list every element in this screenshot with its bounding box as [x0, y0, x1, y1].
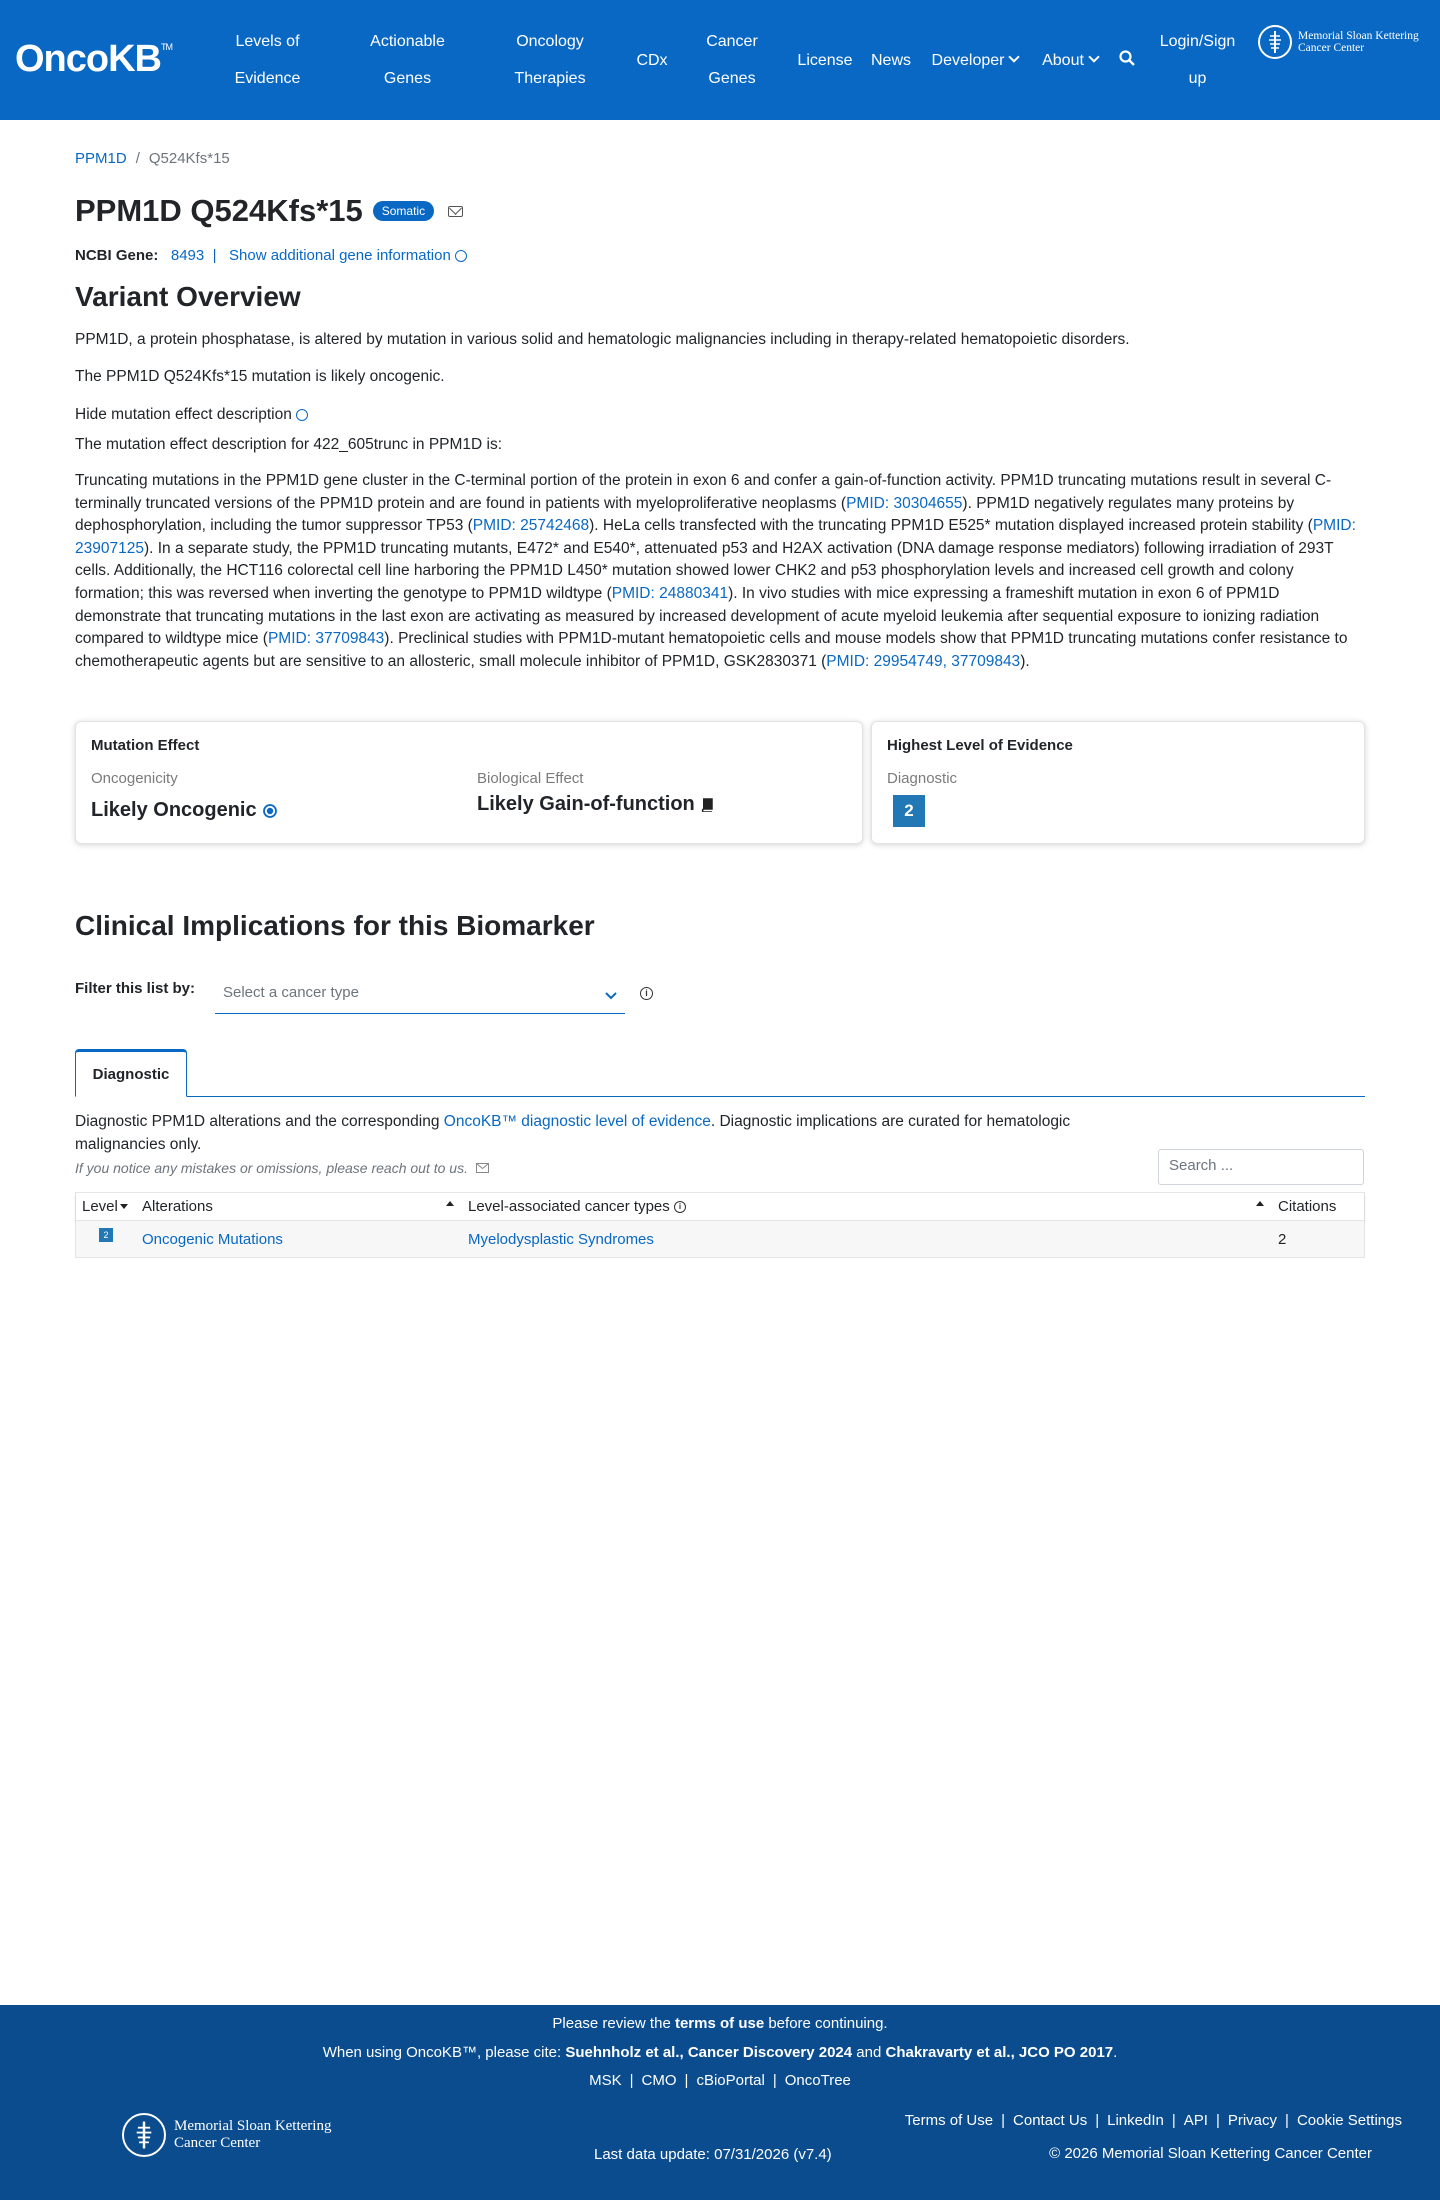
mutation-effect-heading: Mutation Effect — [91, 737, 200, 754]
footer-right-links: Terms of Use | Contact Us | LinkedIn | API | Privacy | Cookie Settings — [904, 2112, 1402, 2129]
sort-asc-icon — [1256, 1201, 1264, 1206]
column-header-cancer-types[interactable]: Level-associated cancer types i — [462, 1193, 1272, 1220]
pmid-link[interactable]: PMID: 24880341 — [611, 584, 729, 602]
oncogenicity-label: Oncogenicity — [91, 770, 178, 787]
variant-summary: The PPM1D Q524Kfs*15 mutation is likely oncogenic. — [75, 368, 445, 385]
pmid-link[interactable]: PMID: 29954749, 37709843 — [826, 652, 1021, 670]
pmid-link[interactable]: PMID: 23907125 — [75, 517, 1356, 557]
oncokb-logo[interactable]: OncoKB™ — [15, 38, 172, 80]
oncogenicity-value: Likely Oncogenic — [91, 799, 277, 822]
ncbi-separator: | — [212, 247, 217, 264]
table-search-input[interactable]: Search ... — [1158, 1149, 1364, 1185]
row-cancer-type-cell — [462, 1231, 1272, 1248]
highest-level-card — [871, 721, 1365, 844]
clinical-implications-heading: Clinical Implications for this Biomarker — [75, 910, 595, 941]
pmid-link[interactable]: PMID: 25742468 — [472, 517, 590, 535]
breadcrumb-separator: / — [135, 150, 140, 167]
mutation-effect-card — [75, 721, 863, 844]
nav-oncology-therapies[interactable]: Oncology Therapies — [514, 33, 586, 87]
variant-overview-heading: Variant Overview — [75, 281, 301, 312]
nav-developer-label: Developer — [931, 51, 1005, 69]
envelope-icon[interactable] — [476, 1163, 489, 1173]
description-text: ). PPM1D negatively regulates many proteins by dephosphorylation, including the tumor suppressor TP53 ( — [75, 494, 1295, 535]
nav-login-signup[interactable]: Login/Sign up — [1159, 33, 1236, 87]
chevron-down-icon — [605, 992, 617, 1000]
msk-logo-text: Memorial Sloan Kettering Cancer Center — [174, 2118, 332, 2151]
ncbi-gene-link[interactable]: 8493 — [170, 247, 205, 264]
search-icon[interactable] — [1119, 50, 1135, 66]
cancer-type-select[interactable] — [215, 978, 625, 1014]
footer-link-privacy[interactable]: Privacy — [1227, 2112, 1278, 2129]
tab-diagnostic[interactable]: Diagnostic — [75, 1049, 187, 1097]
column-header-citations[interactable]: Citations — [1278, 1198, 1337, 1215]
top-navbar — [0, 0, 1440, 120]
msk-logo[interactable] — [1258, 22, 1428, 62]
nav-news[interactable]: News — [870, 51, 911, 69]
biological-effect-value: Likely Gain-of-function — [477, 793, 714, 816]
page-title: PPM1D Q524Kfs*15 — [75, 193, 363, 228]
footer-link-cookies[interactable]: Cookie Settings — [1296, 2112, 1402, 2129]
description-text: ). In vivo studies with mice expressing a frameshift mutation in exon 6 of PPM1D demonstrate that truncating mutations in the last exon are activating as measured by increased development of acute myeloid leukemia after sequential exposure to ionizing radiation compared to wildtype mice ( — [75, 584, 1320, 648]
footer — [0, 2005, 1440, 2200]
info-icon[interactable]: i — [674, 1201, 686, 1213]
ncbi-label: NCBI Gene: — [75, 247, 159, 264]
nav-cdx[interactable]: CDx — [636, 51, 668, 69]
citation-2[interactable]: Chakravarty et al., JCO PO 2017 — [885, 2044, 1114, 2061]
table-row — [76, 1221, 1364, 1257]
chevron-up-circle-icon — [296, 409, 308, 421]
chevron-down-icon — [1009, 51, 1020, 62]
nav-cancer-genes[interactable]: Cancer Genes — [706, 33, 758, 87]
pmid-link[interactable]: PMID: 30304655 — [846, 494, 963, 512]
description-text: ). — [1020, 652, 1030, 670]
info-icon[interactable]: i — [640, 987, 653, 1000]
hide-mutation-effect-link[interactable]: Hide mutation effect description — [75, 404, 308, 427]
nav-license[interactable]: License — [797, 51, 853, 69]
description-text: ). HeLa cells transfected with the truncating PPM1D E525* mutation displayed increased protein stability ( — [589, 517, 1313, 535]
nav-about-dropdown[interactable] — [1035, 0, 1105, 120]
level-2-icon[interactable]: 2 — [99, 1228, 113, 1242]
footer-terms-notice: Please review the terms of use before continuing. — [552, 2015, 888, 2032]
chevron-down-circle-icon — [455, 250, 467, 262]
sort-desc-icon — [120, 1204, 128, 1209]
likely-oncogenic-icon — [263, 804, 277, 818]
last-data-update: Last data update: 07/31/2026 (v7.4) — [594, 2146, 832, 2163]
terms-of-use-link[interactable]: terms of use — [674, 2015, 765, 2032]
gene-summary: PPM1D, a protein phosphatase, is altered by mutation in various solid and hematologic malignancies including in therapy-related hematopoietic disorders. — [75, 331, 1130, 348]
mutation-effect-intro: The mutation effect description for 422_605trunc in PPM1D is: — [75, 436, 503, 453]
biological-effect-label: Biological Effect — [477, 770, 584, 787]
cancer-type-placeholder: Select a cancer type — [223, 984, 359, 1001]
table-header — [76, 1193, 1364, 1221]
diagnostic-level-link[interactable]: OncoKB™ diagnostic level of evidence — [443, 1113, 711, 1130]
ncbi-gene-row — [75, 247, 467, 264]
msk-emblem-icon — [122, 2113, 166, 2157]
pmid-link[interactable]: PMID: 37709843 — [267, 630, 385, 648]
footer-msk-logo[interactable] — [122, 2113, 331, 2157]
msk-emblem-icon — [1258, 25, 1292, 59]
breadcrumb-current: Q524Kfs*15 — [148, 150, 230, 167]
trademark: TM — [161, 42, 172, 52]
mutation-effect-description — [75, 470, 1365, 673]
description-text: ). Preclinical studies with PPM1D-mutant hematopoietic cells and mouse models show that PPM1D truncating mutations confer resistance to chemotherapeutic agents but are sensitive to an allosteric, small molecule inhibitor of PPM1D, GSK2830371 ( — [75, 630, 1348, 670]
nav-levels-of-evidence[interactable]: Levels of Evidence — [234, 33, 301, 87]
somatic-badge: Somatic — [373, 201, 434, 221]
description-text: Truncating mutations in the PPM1D gene cluster in the C-terminal portion of the protein in exon 6 and confer a gain-of-function activity. PPM1D truncating mutations result in several C-terminally truncated versions of the PPM1D protein and are found in patients with myeloproliferative neoplasms ( — [75, 472, 1332, 512]
sort-asc-icon — [446, 1201, 454, 1206]
page-title-row — [75, 193, 463, 229]
highest-level-type: Diagnostic — [887, 770, 958, 787]
nav-actionable-genes[interactable]: Actionable Genes — [370, 33, 445, 87]
citation-1[interactable]: Suehnholz et al., Cancer Discovery 2024 — [565, 2044, 853, 2061]
column-header-alterations[interactable]: Alterations — [136, 1193, 462, 1220]
footer-link-api[interactable]: API — [1183, 2112, 1208, 2129]
filter-label: Filter this list by: — [75, 980, 196, 997]
breadcrumb-gene-link[interactable]: PPM1D — [75, 150, 127, 167]
cancer-type-link[interactable]: Myelodysplastic Syndromes — [468, 1230, 654, 1248]
book-icon[interactable] — [700, 798, 714, 812]
msk-logo-text: Memorial Sloan Kettering Cancer Center — [1298, 30, 1419, 54]
footer-link-contact[interactable]: Contact Us — [1013, 2112, 1088, 2129]
footer-link-cbioportal[interactable]: cBioPortal — [696, 2072, 765, 2089]
highest-level-heading: Highest Level of Evidence — [887, 737, 1073, 754]
row-alteration-cell — [136, 1231, 462, 1248]
row-level-cell — [76, 1221, 136, 1242]
column-header-level[interactable]: Level — [76, 1193, 136, 1220]
footer-link-msk[interactable]: MSK — [589, 2072, 622, 2089]
alteration-link[interactable]: Oncogenic Mutations — [142, 1230, 283, 1248]
description-text: ). In a separate study, the PPM1D truncating mutants, E472* and E540*, attenuated p53 and H2AX activation (DNA damage response mediators) following irradiation of 293T cells. Additionally, the HCT116 colorectal cell line harboring the PPM1D L450* mutation showed lower CHK2 and p53 phosphorylation levels and increased cell growth and colony formation; this was reversed when inverting the genotype to PPM1D wildtype ( — [75, 539, 1334, 602]
footer-partner-links: MSK | CMO | cBioPortal | OncoTree — [589, 2072, 851, 2089]
implications-table — [75, 1192, 1365, 1258]
chevron-down-icon — [1088, 51, 1099, 62]
notice-text: If you notice any mistakes or omissions, please reach out to us. — [75, 1157, 489, 1180]
copyright: © 2026 Memorial Sloan Kettering Cancer Center — [1049, 2145, 1372, 2162]
footer-link-oncotree[interactable]: OncoTree — [784, 2072, 851, 2089]
show-gene-info-link[interactable]: Show additional gene information — [229, 247, 467, 264]
envelope-icon[interactable] — [448, 206, 463, 217]
footer-link-terms[interactable]: Terms of Use — [904, 2112, 994, 2129]
diagnostic-description: Diagnostic PPM1D alterations and the corresponding OncoKB™ diagnostic level of evidence. Diagnostic implications are curated for hematologic malignancies only. — [75, 1113, 1071, 1153]
row-citations-cell[interactable]: 2 — [1278, 1230, 1287, 1248]
breadcrumb — [75, 150, 230, 167]
tab-bar-underline — [75, 1096, 1365, 1097]
footer-link-linkedin[interactable]: LinkedIn — [1107, 2112, 1164, 2129]
level-2-badge[interactable]: 2 — [893, 795, 925, 827]
nav-developer-dropdown[interactable] — [925, 0, 1025, 120]
nav-about-label: About — [1042, 51, 1084, 69]
footer-citation: When using OncoKB™, please cite: Suehnholz et al., Cancer Discovery 2024 and Chakravarty et al., JCO PO 2017. — [322, 2044, 1118, 2061]
footer-link-cmo[interactable]: CMO — [641, 2072, 677, 2089]
